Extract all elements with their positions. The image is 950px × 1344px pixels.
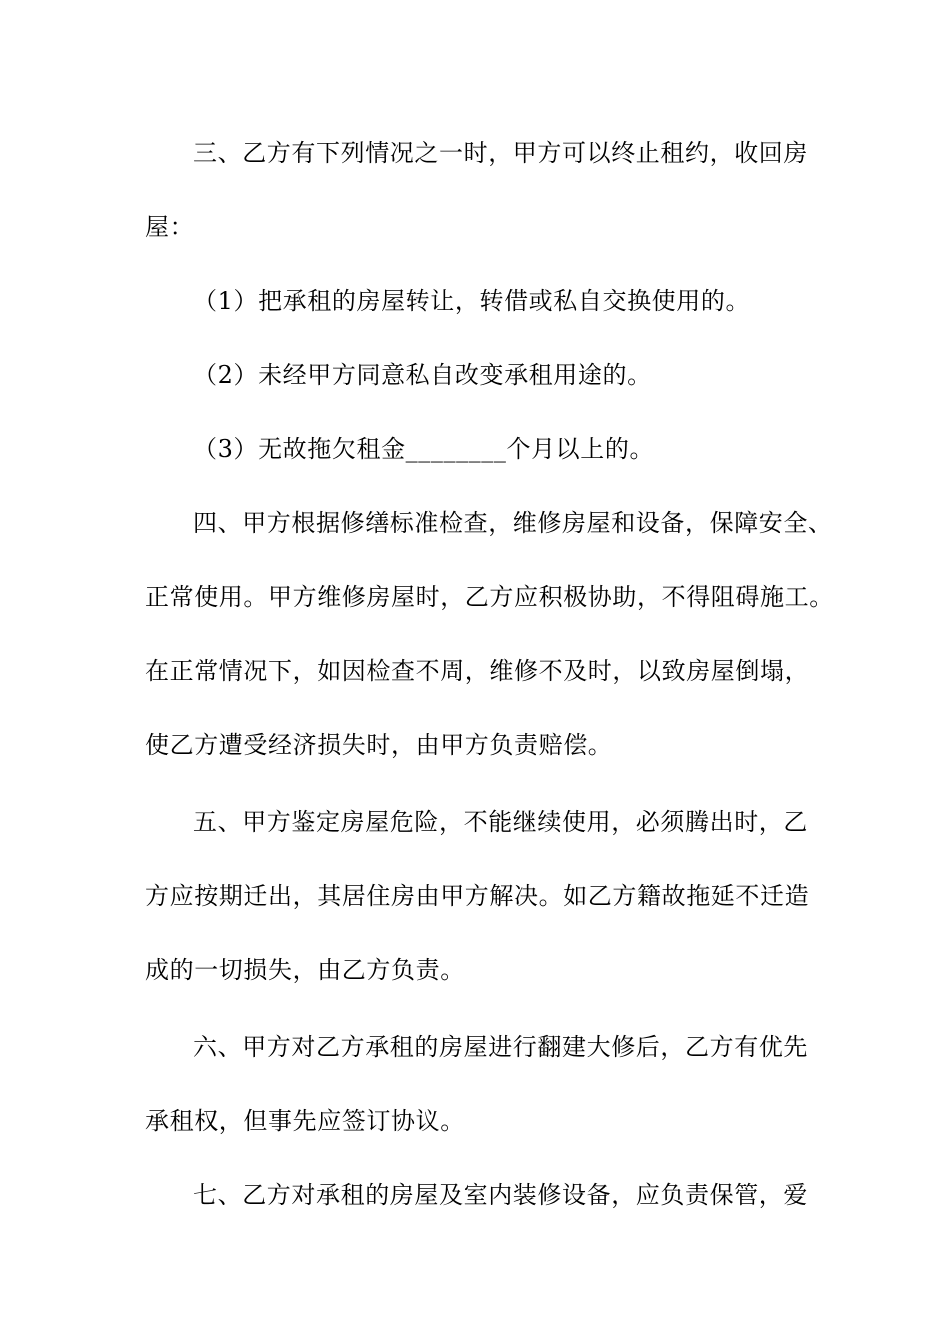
clause-3-item-1: （1）把承租的房屋转让，转借或私自交换使用的。 (193, 287, 751, 315)
clause-3-line-2: 屋： (145, 213, 195, 241)
clause-5-line-1: 五、甲方鉴定房屋危险，不能继续使用，必须腾出时，乙 (193, 808, 808, 836)
clause-4-line-2: 正常使用。甲方维修房屋时，乙方应积极协助，不得阻碍施工。 (145, 583, 834, 611)
clause-4-line-3: 在正常情况下，如因检查不周，维修不及时，以致房屋倒塌， (145, 657, 810, 685)
clause-6-line-2: 承租权，但事先应签订协议。 (145, 1107, 465, 1135)
clause-5-line-2: 方应按期迁出，其居住房由甲方解决。如乙方籍故拖延不迁造 (145, 882, 810, 910)
clause-3-item-3: （3）无故拖欠租金________个月以上的。 (193, 435, 655, 463)
clause-3-item-2: （2）未经甲方同意私自改变承租用途的。 (193, 361, 652, 389)
clause-5-line-3: 成的一切损失，由乙方负责。 (145, 956, 465, 984)
clause-7-line-1: 七、乙方对承租的房屋及室内装修设备，应负责保管，爱 (193, 1181, 808, 1209)
clause-4-line-1: 四、甲方根据修缮标准检查，维修房屋和设备，保障安全、 (193, 509, 833, 537)
clause-4-line-4: 使乙方遭受经济损失时，由甲方负责赔偿。 (145, 731, 613, 759)
clause-6-line-1: 六、甲方对乙方承租的房屋进行翻建大修后，乙方有优先 (193, 1033, 808, 1061)
clause-3-line-1: 三、乙方有下列情况之一时，甲方可以终止租约，收回房 (193, 139, 808, 167)
